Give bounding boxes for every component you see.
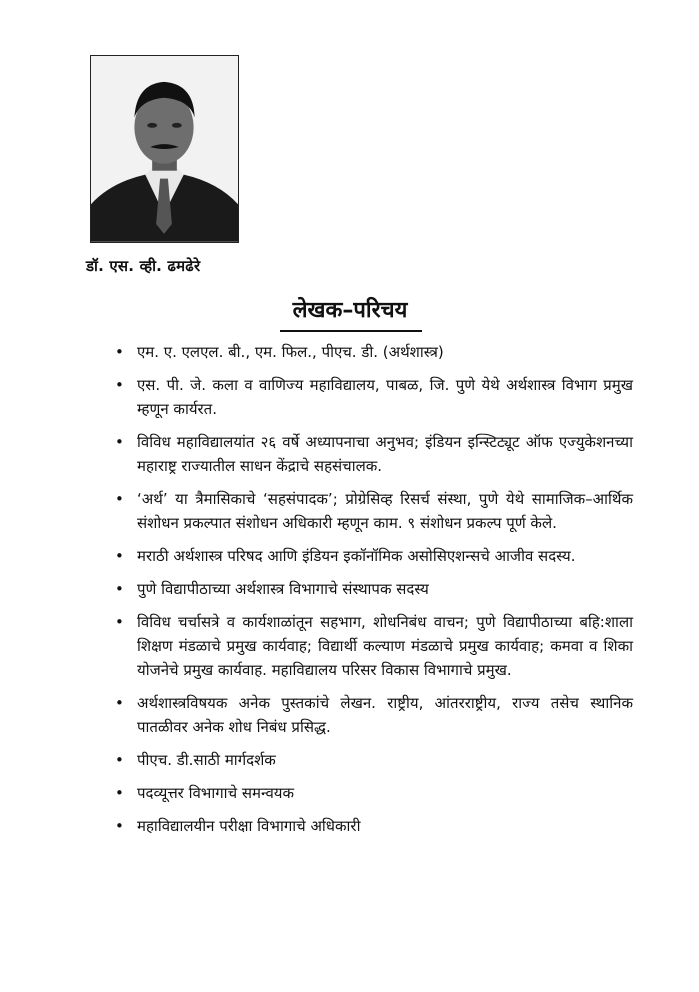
bullet-icon: •	[115, 817, 124, 835]
list-item	[113, 691, 633, 739]
list-item	[113, 610, 633, 682]
list-item	[113, 340, 633, 364]
list-item	[113, 814, 633, 838]
list-item-text: ‘अर्थ’ या त्रैमासिकाचे ‘सहसंपादक’; प्रोग्रेसिव्ह रिसर्च संस्था, पुणे येथे सामाजिक–आर्थिक संशोधन प्रकल्पात संशोधन अधिकारी म्हणून काम. ९ संशोधन प्रकल्प पूर्ण केले.	[137, 490, 633, 532]
list-item-text: अर्थशास्त्रविषयक अनेक पुस्तकांचे लेखन. राष्ट्रीय, आंतरराष्ट्रीय, राज्य तसेच स्थानिक पातळीवर अनेक शोध निबंध प्रसिद्ध.	[137, 694, 633, 736]
list-item-text: महाविद्यालयीन परीक्षा विभागाचे अधिकारी	[137, 817, 361, 835]
author-name-caption: डॉ. एस. व्ही. ढमढेरे	[86, 257, 201, 275]
list-item-text: एम. ए. एलएल. बी., एम. फिल., पीएच. डी. (अर्थशास्त्र)	[137, 343, 444, 361]
bullet-icon: •	[115, 751, 124, 769]
page-title: लेखक–परिचय	[292, 298, 408, 323]
bullet-icon: •	[115, 433, 124, 451]
author-photo	[90, 55, 239, 243]
author-profile-list	[113, 340, 633, 847]
bullet-icon: •	[115, 343, 124, 361]
list-item	[113, 430, 633, 478]
list-item-text: एस. पी. जे. कला व वाणिज्य महाविद्यालय, पाबळ, जि. पुणे येथे अर्थशास्त्र विभाग प्रमुख म्हणून कार्यरत.	[137, 376, 633, 418]
list-item-text: पीएच. डी.साठी मार्गदर्शक	[137, 751, 276, 769]
bullet-icon: •	[115, 376, 124, 394]
list-item-text: विविध चर्चासत्रे व कार्यशाळांतून सहभाग, शोधनिबंध वाचन; पुणे विद्यापीठाच्या बहि:शाला शिक्षण मंडळाचे प्रमुख कार्यवाह; विद्यार्थी कल्याण मंडळाचे प्रमुख कार्यवाह; कमवा व शिका योजनेचे प्रमुख कार्यवाह. महाविद्यालय परिसर विकास विभागाचे प्रमुख.	[137, 613, 633, 679]
bullet-icon: •	[115, 580, 124, 598]
list-item	[113, 781, 633, 805]
list-item	[113, 373, 633, 421]
list-item-text: विविध महाविद्यालयांत २६ वर्षे अध्यापनाचा अनुभव; इंडियन इन्स्टिट्यूट ऑफ एज्युकेशनच्या महाराष्ट्र राज्यातील साधन केंद्राचे सहसंचालक.	[137, 433, 633, 475]
list-item-text: पुणे विद्यापीठाच्या अर्थशास्त्र विभागाचे संस्थापक सदस्य	[137, 580, 429, 598]
list-item	[113, 487, 633, 535]
bullet-icon: •	[115, 490, 124, 508]
bullet-icon: •	[115, 694, 124, 712]
bullet-icon: •	[115, 784, 124, 802]
list-item	[113, 748, 633, 772]
bullet-icon: •	[115, 547, 124, 565]
title-underline	[280, 330, 422, 332]
list-item-text: पदव्यूत्तर विभागाचे समन्वयक	[137, 784, 295, 802]
bullet-icon: •	[115, 613, 124, 631]
list-item-text: मराठी अर्थशास्त्र परिषद आणि इंडियन इकॉनॉमिक असोसिएशन्सचे आजीव सदस्य.	[137, 547, 576, 565]
list-item	[113, 577, 633, 601]
list-item	[113, 544, 633, 568]
